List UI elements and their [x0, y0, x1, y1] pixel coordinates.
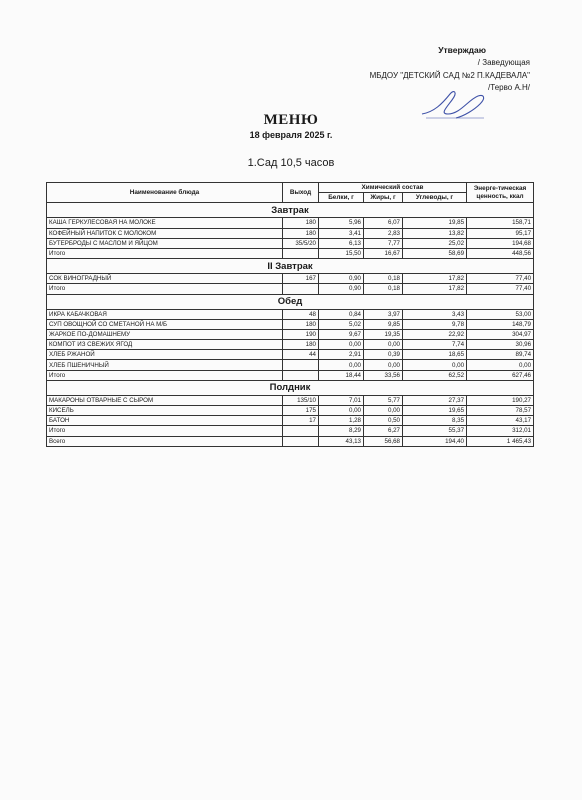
header-output: Выход	[283, 183, 319, 203]
cell-name: ХЛЕБ РЖАНОЙ	[47, 350, 283, 360]
cell-out: 44	[283, 350, 319, 360]
cell-out	[283, 426, 319, 436]
section-title: Полдник	[47, 380, 534, 395]
cell-e: 190,27	[467, 395, 534, 405]
group-label: 1.Сад 10,5 часов	[247, 157, 335, 169]
cell-c: 3,43	[403, 309, 467, 319]
approval-head: /Терво А.Н/	[488, 82, 530, 92]
table-row	[47, 416, 534, 426]
table-row	[47, 360, 534, 370]
cell-name: МАКАРОНЫ ОТВАРНЫЕ С СЫРОМ	[47, 395, 283, 405]
cell-c: 9,78	[403, 319, 467, 329]
cell-e: 78,57	[467, 406, 534, 416]
cell-out: 135/10	[283, 395, 319, 405]
table-row	[47, 309, 534, 319]
table-row	[47, 406, 534, 416]
cell-e: 1 465,43	[467, 436, 534, 446]
table-row	[47, 340, 534, 350]
table-row	[47, 329, 534, 339]
cell-e: 158,71	[467, 218, 534, 228]
cell-c: 194,40	[403, 436, 467, 446]
cell-e: 95,17	[467, 228, 534, 238]
cell-f: 5,77	[364, 395, 403, 405]
cell-f: 16,67	[364, 248, 403, 258]
cell-p: 43,13	[319, 436, 364, 446]
cell-f: 19,35	[364, 329, 403, 339]
cell-c: 17,82	[403, 274, 467, 284]
header-fat: Жиры, г	[364, 193, 403, 203]
cell-f: 0,18	[364, 284, 403, 294]
header-name: Наименование блюда	[47, 183, 283, 203]
header-energy: Энерге-тическая ценность, ккал	[467, 183, 534, 203]
table-row	[47, 319, 534, 329]
cell-name: КОФЕЙНЫЙ НАПИТОК С МОЛОКОМ	[47, 228, 283, 238]
section-header-row	[47, 259, 534, 274]
cell-f: 2,83	[364, 228, 403, 238]
cell-f: 6,27	[364, 426, 403, 436]
table-row	[47, 350, 534, 360]
cell-p: 9,67	[319, 329, 364, 339]
menu-table-body	[47, 203, 534, 446]
cell-p: 8,29	[319, 426, 364, 436]
cell-out: 17	[283, 416, 319, 426]
cell-e: 43,17	[467, 416, 534, 426]
cell-c: 19,65	[403, 406, 467, 416]
cell-c: 58,69	[403, 248, 467, 258]
table-row	[47, 436, 534, 446]
cell-out: 175	[283, 406, 319, 416]
cell-f: 33,56	[364, 370, 403, 380]
header-carb: Углеводы, г	[403, 193, 467, 203]
page-title: МЕНЮ	[263, 112, 319, 128]
cell-p: 0,84	[319, 309, 364, 319]
cell-c: 22,92	[403, 329, 467, 339]
cell-f: 0,00	[364, 340, 403, 350]
table-row	[47, 370, 534, 380]
table-row	[47, 228, 534, 238]
cell-name: Всего	[47, 436, 283, 446]
table-row	[47, 284, 534, 294]
cell-e: 53,00	[467, 309, 534, 319]
cell-name: КОМПОТ ИЗ СВЕЖИХ ЯГОД	[47, 340, 283, 350]
cell-p: 6,13	[319, 238, 364, 248]
cell-out	[283, 436, 319, 446]
cell-name: Итого	[47, 370, 283, 380]
cell-c: 17,82	[403, 284, 467, 294]
cell-e: 148,79	[467, 319, 534, 329]
cell-c: 18,65	[403, 350, 467, 360]
cell-c: 0,00	[403, 360, 467, 370]
cell-out: 180	[283, 340, 319, 350]
cell-name: КАША ГЕРКУЛЕСОВАЯ НА МОЛОКЕ	[47, 218, 283, 228]
section-header-row	[47, 203, 534, 218]
menu-date: 18 февраля 2025 г.	[249, 130, 333, 140]
cell-out: 48	[283, 309, 319, 319]
table-row	[47, 395, 534, 405]
cell-out	[283, 370, 319, 380]
cell-out: 180	[283, 228, 319, 238]
cell-out	[283, 248, 319, 258]
cell-name: БАТОН	[47, 416, 283, 426]
cell-name: Итого	[47, 426, 283, 436]
cell-name: ХЛЕБ ПШЕНИЧНЫЙ	[47, 360, 283, 370]
cell-f: 7,77	[364, 238, 403, 248]
cell-f: 0,39	[364, 350, 403, 360]
cell-c: 27,37	[403, 395, 467, 405]
cell-f: 0,18	[364, 274, 403, 284]
cell-out: 35/5/20	[283, 238, 319, 248]
section-title: II Завтрак	[47, 259, 534, 274]
cell-f: 56,68	[364, 436, 403, 446]
cell-p: 3,41	[319, 228, 364, 238]
cell-e: 194,68	[467, 238, 534, 248]
cell-name: КИСЕЛЬ	[47, 406, 283, 416]
cell-p: 0,00	[319, 340, 364, 350]
cell-e: 77,40	[467, 274, 534, 284]
table-row	[47, 248, 534, 258]
menu-table	[46, 182, 534, 447]
cell-e: 448,56	[467, 248, 534, 258]
cell-out: 180	[283, 218, 319, 228]
section-header-row	[47, 294, 534, 309]
cell-e: 30,96	[467, 340, 534, 350]
cell-c: 55,37	[403, 426, 467, 436]
cell-e: 77,40	[467, 284, 534, 294]
cell-c: 25,02	[403, 238, 467, 248]
cell-name: ИКРА КАБАЧКОВАЯ	[47, 309, 283, 319]
cell-p: 1,28	[319, 416, 364, 426]
cell-f: 0,50	[364, 416, 403, 426]
cell-c: 8,35	[403, 416, 467, 426]
cell-out: 180	[283, 319, 319, 329]
approval-institution: МБДОУ "ДЕТСКИЙ САД №2 П.КАДЕВАЛА"	[369, 70, 530, 80]
cell-c: 13,82	[403, 228, 467, 238]
cell-f: 9,85	[364, 319, 403, 329]
section-title: Обед	[47, 294, 534, 309]
cell-p: 0,00	[319, 360, 364, 370]
approval-position: / Заведующая	[477, 58, 530, 68]
cell-f: 6,07	[364, 218, 403, 228]
cell-p: 18,44	[319, 370, 364, 380]
cell-c: 7,74	[403, 340, 467, 350]
cell-e: 304,97	[467, 329, 534, 339]
approval-title: Утверждаю	[438, 45, 486, 55]
cell-p: 0,90	[319, 274, 364, 284]
cell-c: 62,52	[403, 370, 467, 380]
cell-p: 5,02	[319, 319, 364, 329]
cell-e: 627,46	[467, 370, 534, 380]
section-title: Завтрак	[47, 203, 534, 218]
cell-c: 19,85	[403, 218, 467, 228]
cell-p: 0,00	[319, 406, 364, 416]
cell-e: 312,01	[467, 426, 534, 436]
cell-p: 5,96	[319, 218, 364, 228]
table-row	[47, 238, 534, 248]
cell-out	[283, 284, 319, 294]
cell-name: СОК ВИНОГРАДНЫЙ	[47, 274, 283, 284]
cell-name: БУТЕРБРОДЫ С МАСЛОМ И ЯЙЦОМ	[47, 238, 283, 248]
cell-name: ЖАРКОЕ ПО-ДОМАШНЕМУ	[47, 329, 283, 339]
cell-e: 89,74	[467, 350, 534, 360]
cell-p: 15,50	[319, 248, 364, 258]
cell-e: 0,00	[467, 360, 534, 370]
cell-name: Итого	[47, 284, 283, 294]
section-header-row	[47, 380, 534, 395]
header-protein: Белки, г	[319, 193, 364, 203]
table-row	[47, 274, 534, 284]
cell-p: 0,90	[319, 284, 364, 294]
cell-f: 0,00	[364, 360, 403, 370]
cell-f: 0,00	[364, 406, 403, 416]
cell-p: 7,01	[319, 395, 364, 405]
cell-out: 167	[283, 274, 319, 284]
cell-name: Итого	[47, 248, 283, 258]
table-row	[47, 426, 534, 436]
cell-out: 190	[283, 329, 319, 339]
cell-name: СУП ОВОЩНОЙ СО СМЕТАНОЙ НА М/Б	[47, 319, 283, 329]
cell-p: 2,91	[319, 350, 364, 360]
table-row	[47, 218, 534, 228]
cell-out	[283, 360, 319, 370]
cell-f: 3,97	[364, 309, 403, 319]
header-chemical: Химический состав	[319, 183, 467, 193]
